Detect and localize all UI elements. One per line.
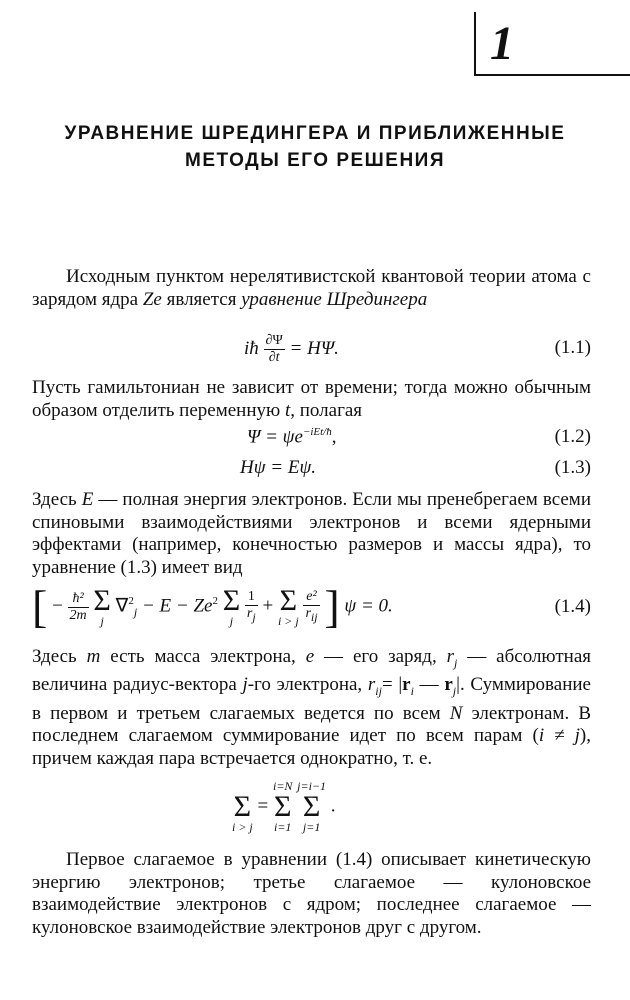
paragraph-energy: Здесь E — полная энергия электронов. Если мы пренебрегаем всеми спиновыми взаимодействиями электронов и всеми ядерными эффектами (например, конечностью размеров и массы ядра), то уравнение (1.3) имеет вид <box>32 489 591 578</box>
equation-number: (1.3) <box>554 457 591 478</box>
chapter-title-line-2: МЕТОДЫ ЕГО РЕШЕНИЯ <box>185 150 445 171</box>
equation-1-1: iħ $\frac{\partial\Psi}{\partial t}$ = HΨ. (1.1) <box>244 333 591 365</box>
equation-1-4: [ − $\frac{\text{ħ²}}{2m}$ Σ j $\nabla^2_j - E - Ze^2$ Σ j $\frac{1}{r_j}$ + Σ i > j $\frac{\text{e²}}{r_{ij}}$ ] ψ = 0. (1.4) <box>32 581 591 632</box>
chapter-number: 1 <box>490 17 514 70</box>
chapter-number-box <box>474 12 630 76</box>
chapter-title <box>20 120 610 174</box>
paragraph-terms: Первое слагаемое в уравнении (1.4) описывает кинетическую энергию электронов; третье слагаемое — кулоновское взаимодействие электронов с ядром; последнее слагаемое — кулоновское взаимодействие электронов друг с другом. <box>32 849 591 938</box>
equation-1-2: $\Psi = \psi e^{-iEt/ħ}$, (1.2) <box>247 426 591 448</box>
paragraph-intro: Исходным пунктом нерелятивистской квантовой теории атома с зарядом ядра Ze является уравнение Шредингера <box>32 266 591 310</box>
equation-number: (1.4) <box>554 596 591 617</box>
equation-1-3: Hψ = Eψ. (1.3) <box>240 457 591 478</box>
equation-number: (1.1) <box>554 337 591 358</box>
paragraph-definitions: Здесь m есть масса электрона, e — его заряд, $r_j$ — абсолютная величина радиус-вектора j-го электрона, $r_{ij}= |r_i$ — $r_j|$. Суммирование в первом и третьем слагаемых ведется по всем N электронам. В последнем слагаемом суммирование идет по всем парам (i ≠ j), причем каждая пара встречается однократно, т. е. <box>32 646 592 769</box>
chapter-title-line-1: УРАВНЕНИЕ ШРЕДИНГЕРА И ПРИБЛИЖЕННЫЕ <box>64 123 566 144</box>
paragraph-hamiltonian: Пусть гамильтониан не зависит от времени; тогда можно обычным образом отделить переменную t, полагая <box>32 377 591 421</box>
equation-number: (1.2) <box>554 426 591 447</box>
equation-sum-identity: Σ i > j = i=N Σ i=1 j=i−1 Σ j=1 . <box>232 779 336 834</box>
